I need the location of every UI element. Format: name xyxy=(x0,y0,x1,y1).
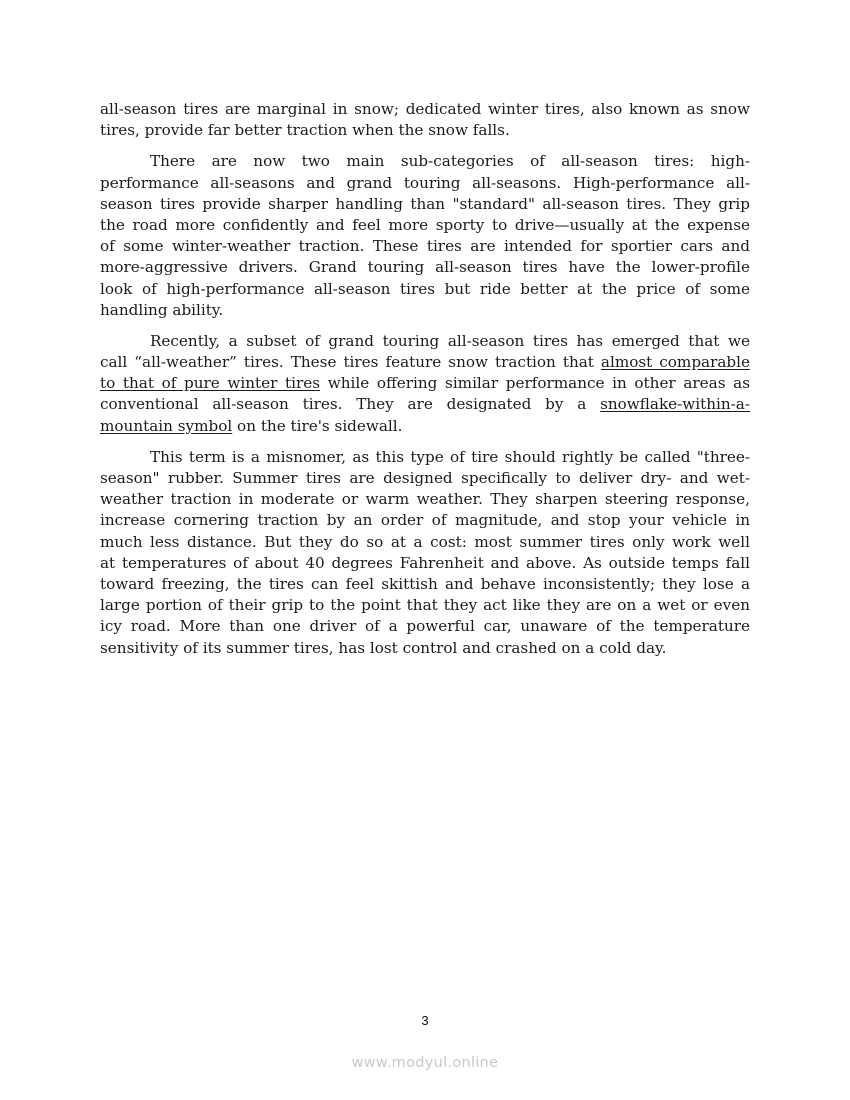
text-line xyxy=(100,510,750,531)
text-line xyxy=(100,279,750,300)
hyperlink-snowflake-symbol-cont[interactable]: mountain symbol xyxy=(100,416,233,435)
text-run: the road more confidently and feel more sporty to drive—usually at the expense xyxy=(100,215,750,234)
text-run: toward freezing, the tires can feel skittish and behave inconsistently; they lose a xyxy=(100,574,750,593)
text-line xyxy=(100,300,750,321)
text-line xyxy=(100,99,750,120)
text-run: large portion of their grip to the point that they act like they are on a wet or even xyxy=(100,596,750,615)
text-run: more-aggressive drivers. Grand touring all-season tires have the lower-profile xyxy=(100,258,750,277)
hyperlink-winter-comparable[interactable]: almost comparable xyxy=(600,353,750,372)
text-line xyxy=(100,532,750,553)
text-run: sensitivity of its summer tires, has lost control and crashed on a cold day. xyxy=(100,638,667,657)
text-line xyxy=(100,120,750,141)
text-line xyxy=(100,215,750,236)
text-run: handling ability. xyxy=(100,300,224,319)
text-line xyxy=(100,616,750,637)
text-line xyxy=(100,236,750,257)
text-run: weather traction in moderate or warm weather. They sharpen steering response, xyxy=(100,490,750,509)
document-page xyxy=(100,99,750,669)
text-line xyxy=(100,447,750,468)
paragraph-4 xyxy=(100,447,750,659)
text-line xyxy=(100,553,750,574)
hyperlink-snowflake-symbol[interactable]: snowflake-within-a- xyxy=(600,395,750,414)
text-run: on the tire's sidewall. xyxy=(232,416,403,435)
text-run: all-season tires are marginal in snow; dedicated winter tires, also known as snow xyxy=(100,100,750,118)
text-run: icy road. More than one driver of a powerful car, unaware of the temperature xyxy=(100,617,750,636)
text-line xyxy=(100,331,750,352)
text-run: while offering similar performance in other areas as xyxy=(320,374,750,393)
text-run: of some winter-weather traction. These tires are intended for sportier cars and xyxy=(100,237,750,256)
text-run: much less distance. But they do so at a cost: most summer tires only work well xyxy=(100,532,750,551)
text-line xyxy=(100,489,750,510)
hyperlink-winter-comparable-cont[interactable]: to that of pure winter tires xyxy=(100,374,321,393)
text-run: look of high-performance all-season tires but ride better at the price of some xyxy=(100,279,750,298)
text-run: There are now two main sub-categories of all-season tires: high- xyxy=(150,152,750,171)
text-run: performance all-seasons and grand touring all-seasons. High-performance all- xyxy=(100,173,750,192)
page-number: 3 xyxy=(421,1013,429,1028)
text-run: season tires provide sharper handling than "standard" all-season tires. They grip xyxy=(100,194,750,213)
text-line xyxy=(100,257,750,278)
text-line xyxy=(100,394,750,415)
text-run: Recently, a subset of grand touring all-season tires has emerged that we xyxy=(150,331,750,350)
text-run: at temperatures of about 40 degrees Fahrenheit and above. As outside temps fall xyxy=(100,553,750,572)
text-line xyxy=(100,194,750,215)
text-line xyxy=(100,373,750,394)
text-line xyxy=(100,468,750,489)
paragraph-1 xyxy=(100,99,750,141)
text-line xyxy=(100,574,750,595)
paragraph-2 xyxy=(100,151,750,321)
text-line xyxy=(100,151,750,172)
text-run: season" rubber. Summer tires are designed specifically to deliver dry- and wet- xyxy=(100,469,750,487)
watermark: www.modyul.online xyxy=(351,1055,499,1071)
text-line xyxy=(100,416,750,437)
text-run: tires, provide far better traction when the snow falls. xyxy=(100,121,510,140)
paragraph-3 xyxy=(100,331,750,437)
text-run: increase cornering traction by an order of magnitude, and stop your vehicle in xyxy=(100,511,750,530)
text-run: conventional all-season tires. They are designated by a xyxy=(100,395,601,414)
text-run: This term is a misnomer, as this type of tire should rightly be called "three- xyxy=(150,447,750,466)
text-line xyxy=(100,595,750,616)
text-line xyxy=(100,173,750,194)
text-line xyxy=(100,638,750,659)
text-run: call “all-weather” tires. These tires feature snow traction that xyxy=(100,353,601,372)
text-line xyxy=(100,352,750,373)
